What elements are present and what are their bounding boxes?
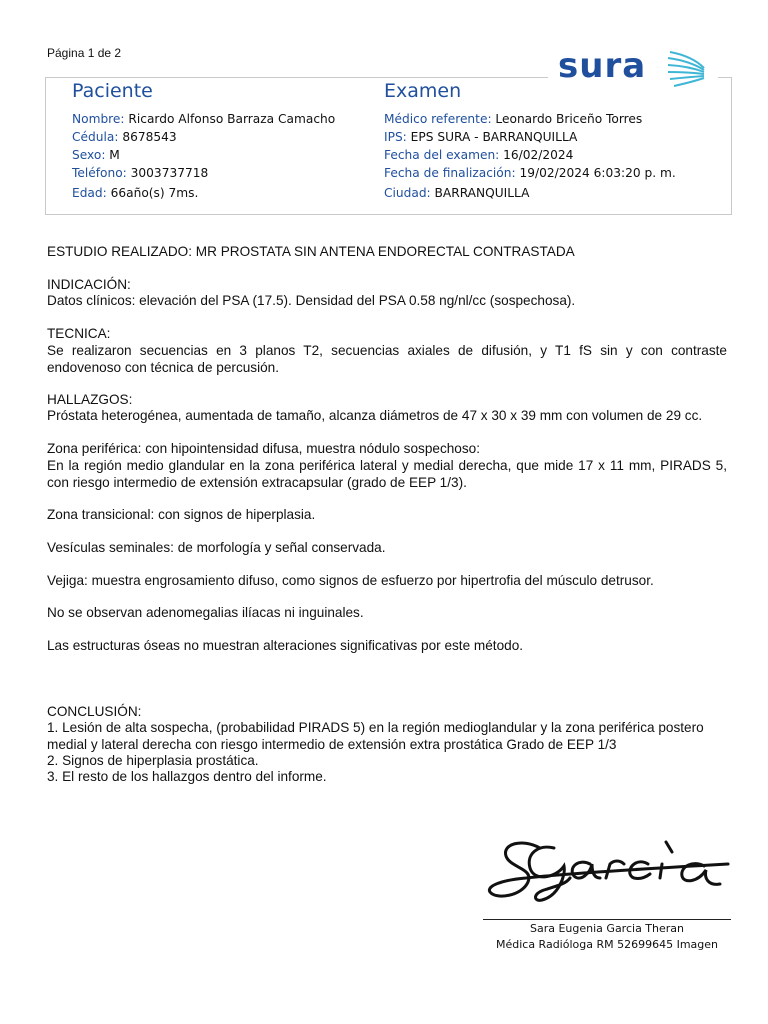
patient-section-title: Paciente bbox=[72, 80, 153, 102]
completion-date-row bbox=[384, 166, 676, 180]
patient-sex-label: Sexo: bbox=[72, 148, 106, 162]
indication-heading: INDICACIÓN: bbox=[47, 277, 131, 292]
technique-heading: TECNICA: bbox=[47, 326, 111, 341]
patient-age: 66año(s) 7ms. bbox=[110, 186, 199, 200]
signature-line bbox=[483, 919, 731, 920]
lymph-nodes-text: No se observan adenomegalias ilíacas ni inguinales. bbox=[47, 605, 364, 620]
exam-date: 16/02/2024 bbox=[503, 148, 574, 162]
handwritten-signature bbox=[482, 834, 734, 914]
patient-sex-row bbox=[72, 148, 120, 162]
patient-id-row bbox=[72, 130, 177, 144]
bone-structures-text: Las estructuras óseas no muestran alteraciones significativas por este método. bbox=[47, 638, 524, 653]
peripheral-zone-intro: Zona periférica: con hipointensidad difusa, muestra nódulo sospechoso: bbox=[47, 441, 481, 456]
patient-phone-row bbox=[72, 166, 208, 180]
patient-id-label: Cédula: bbox=[72, 130, 119, 144]
radiologist-title: Médica Radióloga RM 52699645 Imagen bbox=[495, 938, 719, 951]
ips-label: IPS: bbox=[384, 130, 407, 144]
patient-age-row bbox=[72, 186, 198, 200]
peripheral-zone-detail: En la región medio glandular en la zona periférica lateral y medial derecha, que mide 17 x 11 mm, PIRADS 5, con riesgo intermedio de extensión extracapsular (grado de EEP 1/3). bbox=[47, 458, 727, 490]
patient-name-row bbox=[72, 112, 335, 126]
referring-doctor: Leonardo Briceño Torres bbox=[495, 112, 643, 126]
ips-row bbox=[384, 130, 577, 144]
city-label: Ciudad: bbox=[384, 186, 431, 200]
indication-text: Datos clínicos: elevación del PSA (17.5). Densidad del PSA 0.58 ng/nl/cc (sospechosa). bbox=[47, 293, 576, 308]
patient-sex: M bbox=[109, 148, 120, 162]
conclusion-item-2: 2. Signos de hiperplasia prostática. bbox=[47, 753, 259, 768]
patient-phone-label: Teléfono: bbox=[72, 166, 127, 180]
conclusion-heading: CONCLUSIÓN: bbox=[47, 704, 142, 719]
technique-text: Se realizaron secuencias en 3 planos T2, secuencias axiales de difusión, y T1 fS sin y con contraste endovenoso con técnica de percusión. bbox=[47, 343, 727, 375]
ips-value: EPS SURA - BARRANQUILLA bbox=[410, 130, 578, 144]
city-row bbox=[384, 186, 529, 200]
conclusion-item-3: 3. El resto de los hallazgos dentro del informe. bbox=[47, 769, 327, 784]
referring-doctor-label: Médico referente: bbox=[384, 112, 492, 126]
patient-name-label: Nombre: bbox=[72, 112, 125, 126]
conclusion-item-1: 1. Lesión de alta sospecha, (probabilidad PIRADS 5) en la región medioglandular y la zona periférica postero medial y lateral derecha con riesgo intermedio de extensión extra prostática Grado de EEP 1/3 bbox=[47, 720, 704, 752]
page-number: Página 1 de 2 bbox=[47, 46, 122, 60]
bladder-text: Vejiga: muestra engrosamiento difuso, como signos de esfuerzo por hipertrofia del músculo detrusor. bbox=[47, 573, 654, 588]
sura-logo bbox=[548, 46, 718, 96]
patient-age-label: Edad: bbox=[72, 186, 107, 200]
referring-doctor-row bbox=[384, 112, 642, 126]
completion-date-label: Fecha de finalización: bbox=[384, 166, 516, 180]
seminal-vesicles-text: Vesículas seminales: de morfología y señal conservada. bbox=[47, 540, 386, 555]
city: BARRANQUILLA bbox=[434, 186, 530, 200]
radiologist-name: Sara Eugenia Garcia Theran bbox=[530, 922, 684, 935]
findings-text: Próstata heterogénea, aumentada de tamaño, alcanza diámetros de 47 x 30 x 39 mm con volumen de 29 cc. bbox=[47, 408, 703, 423]
findings-heading: HALLAZGOS: bbox=[47, 392, 133, 407]
study-performed: ESTUDIO REALIZADO: MR PROSTATA SIN ANTENA ENDORECTAL CONTRASTADA bbox=[47, 244, 575, 259]
exam-date-row bbox=[384, 148, 573, 162]
transitional-zone-text: Zona transicional: con signos de hiperplasia. bbox=[47, 507, 316, 522]
sura-logo-text: sura bbox=[558, 46, 647, 86]
completion-date: 19/02/2024 6:03:20 p. m. bbox=[519, 166, 676, 180]
patient-id: 8678543 bbox=[122, 130, 177, 144]
patient-name: Ricardo Alfonso Barraza Camacho bbox=[128, 112, 336, 126]
sura-wave-icon bbox=[666, 48, 708, 90]
exam-section-title: Examen bbox=[384, 80, 462, 102]
exam-date-label: Fecha del examen: bbox=[384, 148, 500, 162]
patient-phone: 3003737718 bbox=[130, 166, 209, 180]
